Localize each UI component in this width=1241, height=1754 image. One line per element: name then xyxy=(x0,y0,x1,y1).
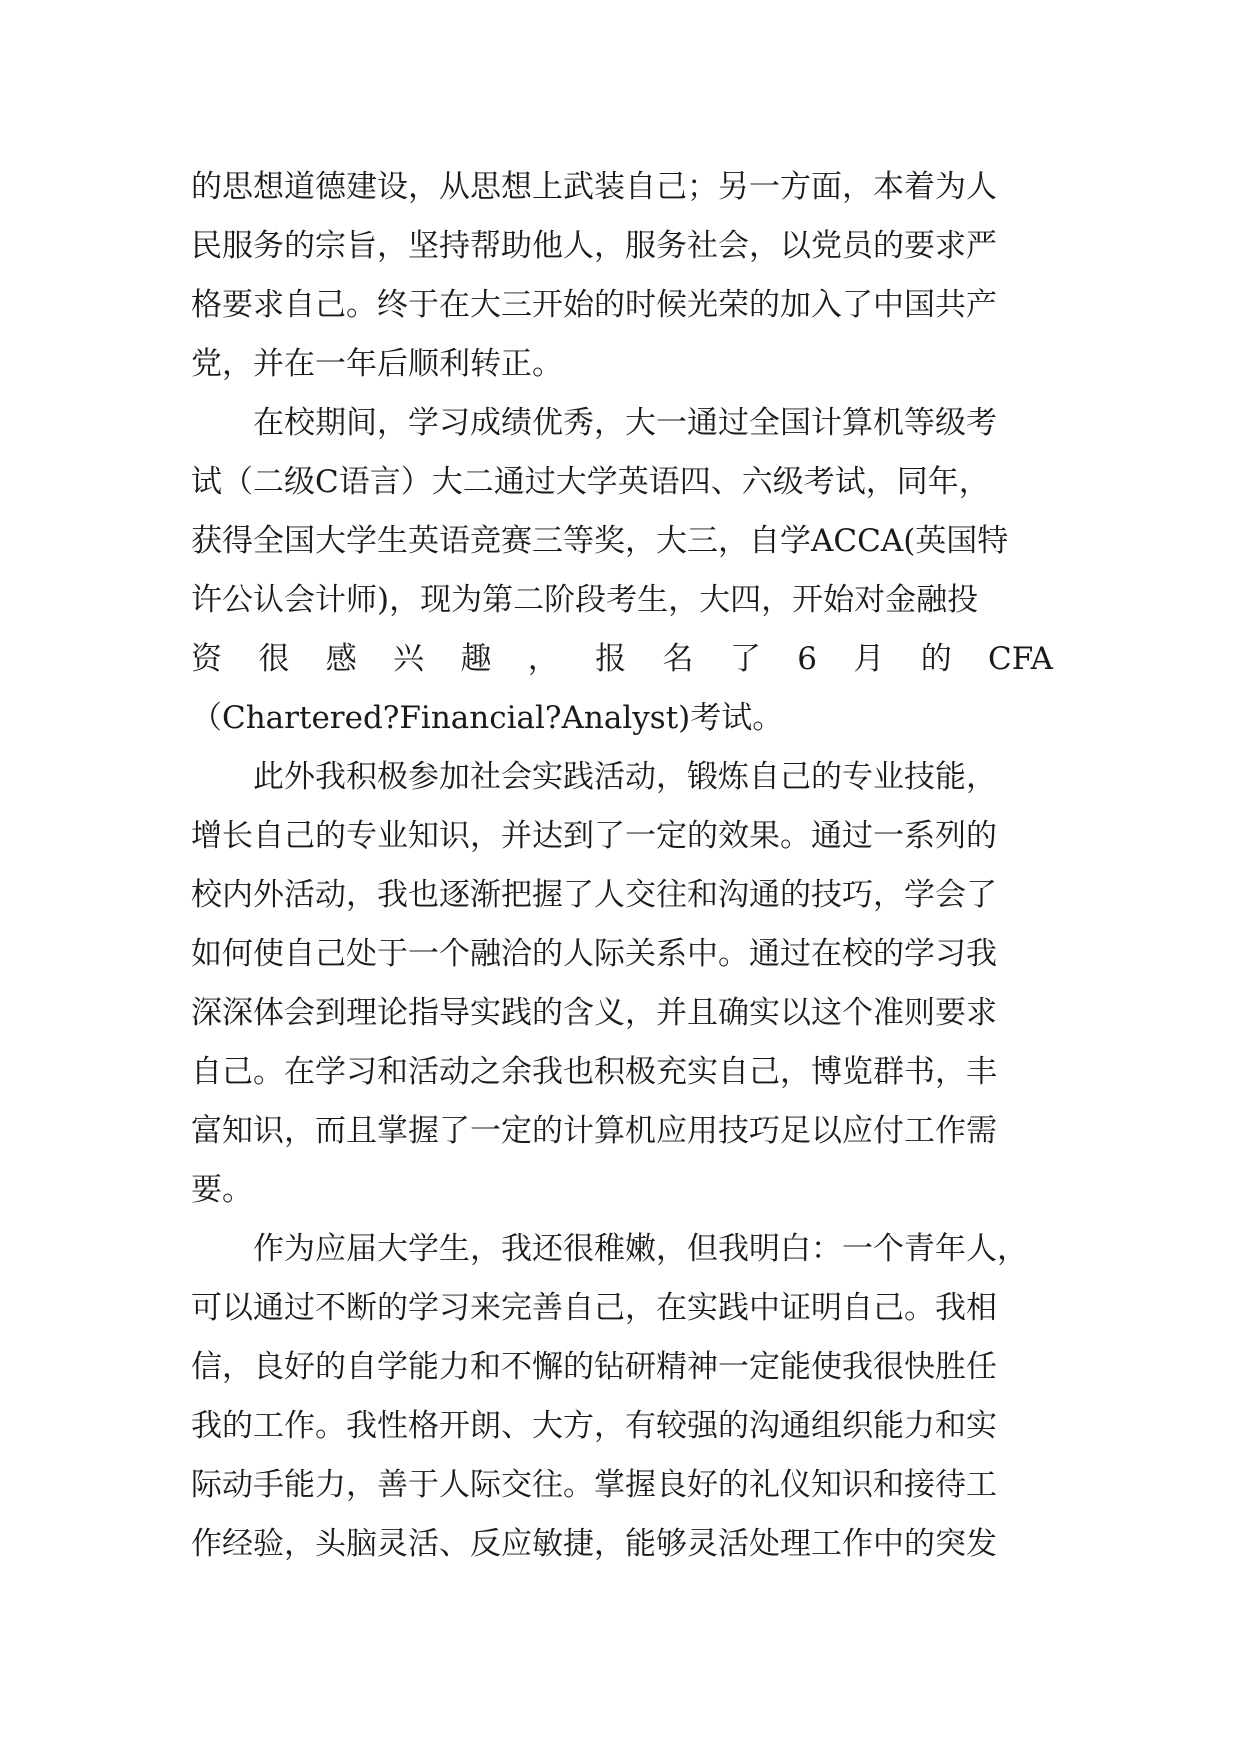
text-line: 可以通过不断的学习来完善自己，在实践中证明自己。我相 xyxy=(191,1290,997,1326)
text-line: 增长自己的专业知识，并达到了一定的效果。通过一系列的 xyxy=(191,818,997,854)
text-line: （Chartered?Financial?Analyst)考试。 xyxy=(191,700,784,736)
text-line: 许公认会计师)，现为第二阶段考生，大四，开始对金融投 xyxy=(191,582,979,618)
text-line: 信，良好的自学能力和不懈的钻研精神一定能使我很快胜任 xyxy=(191,1349,997,1385)
justified-token: 了 xyxy=(729,641,761,677)
text-line: 深深体会到理论指导实践的含义，并且确实以这个准则要求 xyxy=(191,995,997,1031)
text-line: 如何使自己处于一个融洽的人际关系中。通过在校的学习我 xyxy=(191,936,997,972)
justified-token: 月 xyxy=(853,641,885,677)
text-line: 际动手能力，善于人际交往。掌握良好的礼仪知识和接待工 xyxy=(191,1467,997,1503)
justified-token: 名 xyxy=(662,641,694,677)
text-line: 民服务的宗旨，坚持帮助他人，服务社会，以党员的要求严 xyxy=(191,228,997,264)
text-line: 作经验，头脑灵活、反应敏捷，能够灵活处理工作中的突发 xyxy=(191,1526,997,1562)
justified-token: ， xyxy=(527,641,559,677)
justified-token: CFA xyxy=(988,641,1053,677)
justified-token: 6 xyxy=(797,641,817,677)
body-text xyxy=(191,158,1053,1574)
text-line: 校内外活动，我也逐渐把握了人交往和沟通的技巧，学会了 xyxy=(191,877,997,913)
text-line: 的思想道德建设，从思想上武装自己；另一方面，本着为人 xyxy=(191,169,997,205)
text-line: 获得全国大学生英语竞赛三等奖，大三，自学ACCA(英国特 xyxy=(191,523,1009,559)
text-line: 试（二级C语言）大二通过大学英语四、六级考试，同年， xyxy=(191,464,990,500)
justified-token: 资 xyxy=(191,641,222,677)
text-line: 要。 xyxy=(191,1172,253,1208)
justified-token: 的 xyxy=(920,641,952,677)
text-line: 格要求自己。终于在大三开始的时候光荣的加入了中国共产 xyxy=(191,287,997,323)
text-line-justified xyxy=(191,630,1053,689)
justified-token: 报 xyxy=(595,641,627,677)
justified-token: 趣 xyxy=(460,641,492,677)
text-line: 党，并在一年后顺利转正。 xyxy=(191,346,563,382)
text-line: 此外我积极参加社会实践活动，锻炼自己的专业技能， xyxy=(191,759,997,795)
text-line: 在校期间，学习成绩优秀，大一通过全国计算机等级考 xyxy=(191,405,997,441)
text-line: 我的工作。我性格开朗、大方，有较强的沟通组织能力和实 xyxy=(191,1408,997,1444)
text-line: 自己。在学习和活动之余我也积极充实自己，博览群书，丰 xyxy=(191,1054,997,1090)
justified-token: 兴 xyxy=(393,641,425,677)
text-line: 作为应届大学生，我还很稚嫩，但我明白：一个青年人， xyxy=(191,1231,1028,1267)
text-line: 富知识，而且掌握了一定的计算机应用技巧足以应付工作需 xyxy=(191,1113,997,1149)
justified-token: 感 xyxy=(325,641,357,677)
justified-token: 很 xyxy=(258,641,290,677)
